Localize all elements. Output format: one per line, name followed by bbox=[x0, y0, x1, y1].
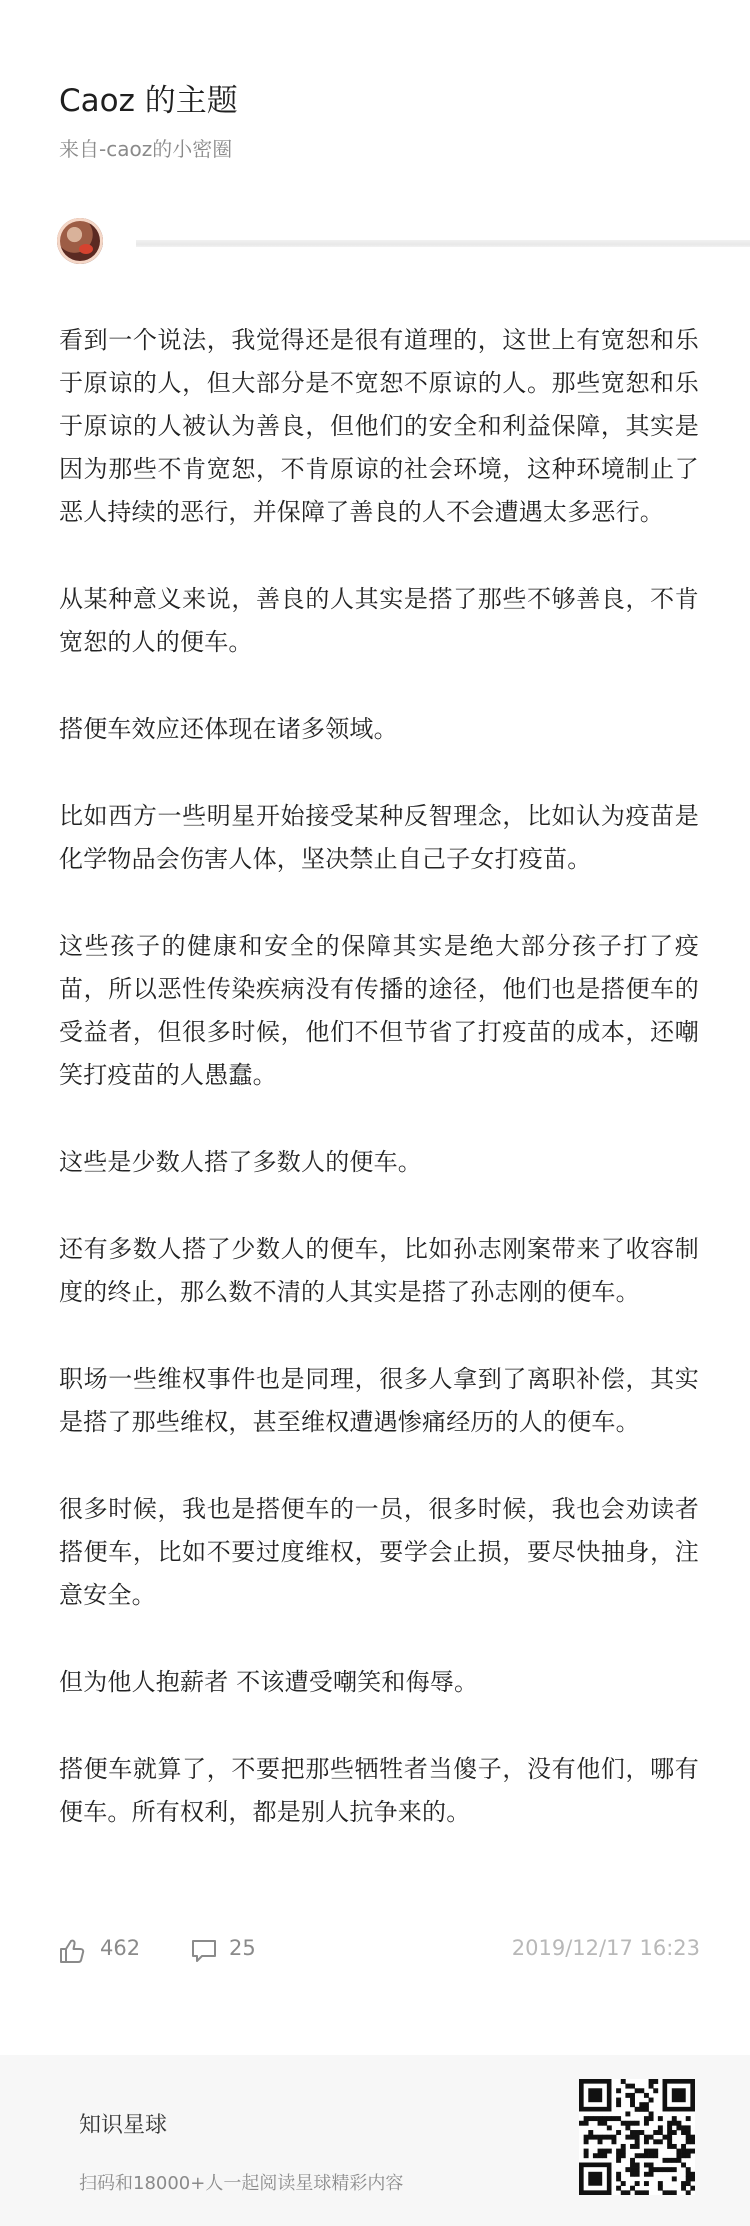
qr-code-icon[interactable] bbox=[579, 2079, 695, 2195]
avatar[interactable] bbox=[57, 218, 103, 264]
post-stats bbox=[58, 1933, 700, 1973]
post-paragraph: 这些孩子的健康和安全的保障其实是绝大部分孩子打了疫苗，所以恶性传染疾病没有传播的途径，他们也是搭便车的受益者，但很多时候，他们不但节省了打疫苗的成本，还嘲笑打疫苗的人愚蠢。 bbox=[59, 932, 699, 1089]
page-title: Caoz 的主题 bbox=[59, 83, 238, 119]
post-paragraph: 但为他人抱薪者 不该遭受嘲笑和侮辱。 bbox=[59, 1668, 479, 1696]
post-content bbox=[59, 319, 699, 1878]
footer-brand: 知识星球 bbox=[79, 2113, 168, 2138]
post-paragraph: 这些是少数人搭了多数人的便车。 bbox=[59, 1148, 422, 1176]
post-timestamp: 2019/12/17 16:23 bbox=[511, 1936, 700, 1960]
comment-count[interactable]: 25 bbox=[229, 1936, 256, 1960]
thumbs-up-icon[interactable] bbox=[58, 1937, 86, 1965]
post-paragraph: 还有多数人搭了少数人的便车，比如孙志刚案带来了收容制度的终止，那么数不清的人其实是搭了孙志刚的便车。 bbox=[59, 1235, 699, 1306]
post-paragraph: 比如西方一些明星开始接受某种反智理念，比如认为疫苗是化学物品会伤害人体，坚决禁止自己子女打疫苗。 bbox=[59, 802, 699, 873]
avatar-photo-detail bbox=[79, 244, 93, 254]
author-row bbox=[57, 218, 697, 268]
footer-description: 扫码和18000+人一起阅读星球精彩内容 bbox=[79, 2173, 404, 2194]
group-source[interactable]: 来自-caoz的小密圈 bbox=[59, 137, 233, 161]
author-name-placeholder bbox=[136, 240, 750, 247]
comment-icon[interactable] bbox=[191, 1938, 217, 1964]
post-paragraph: 看到一个说法，我觉得还是很有道理的，这世上有宽恕和乐于原谅的人，但大部分是不宽恕不原谅的人。那些宽恕和乐于原谅的人被认为善良，但他们的安全和利益保障，其实是因为那些不肯宽恕，不肯原谅的社会环境，这种环境制止了恶人持续的恶行，并保障了善良的人不会遭遇太多恶行。 bbox=[59, 326, 699, 526]
post-paragraph: 很多时候，我也是搭便车的一员，很多时候，我也会劝读者搭便车，比如不要过度维权，要学会止损，要尽快抽身，注意安全。 bbox=[59, 1495, 699, 1609]
like-count[interactable]: 462 bbox=[100, 1936, 141, 1960]
post-paragraph: 职场一些维权事件也是同理，很多人拿到了离职补偿，其实是搭了那些维权，甚至维权遭遇惨痛经历的人的便车。 bbox=[59, 1365, 699, 1436]
footer-banner bbox=[0, 2055, 750, 2226]
post-header bbox=[59, 80, 699, 162]
post-paragraph: 搭便车效应还体现在诸多领域。 bbox=[59, 715, 398, 743]
post-paragraph: 从某种意义来说，善良的人其实是搭了那些不够善良，不肯宽恕的人的便车。 bbox=[59, 585, 699, 656]
post-paragraph: 搭便车就算了，不要把那些牺牲者当傻子，没有他们，哪有便车。所有权利，都是别人抗争来的。 bbox=[59, 1755, 699, 1826]
